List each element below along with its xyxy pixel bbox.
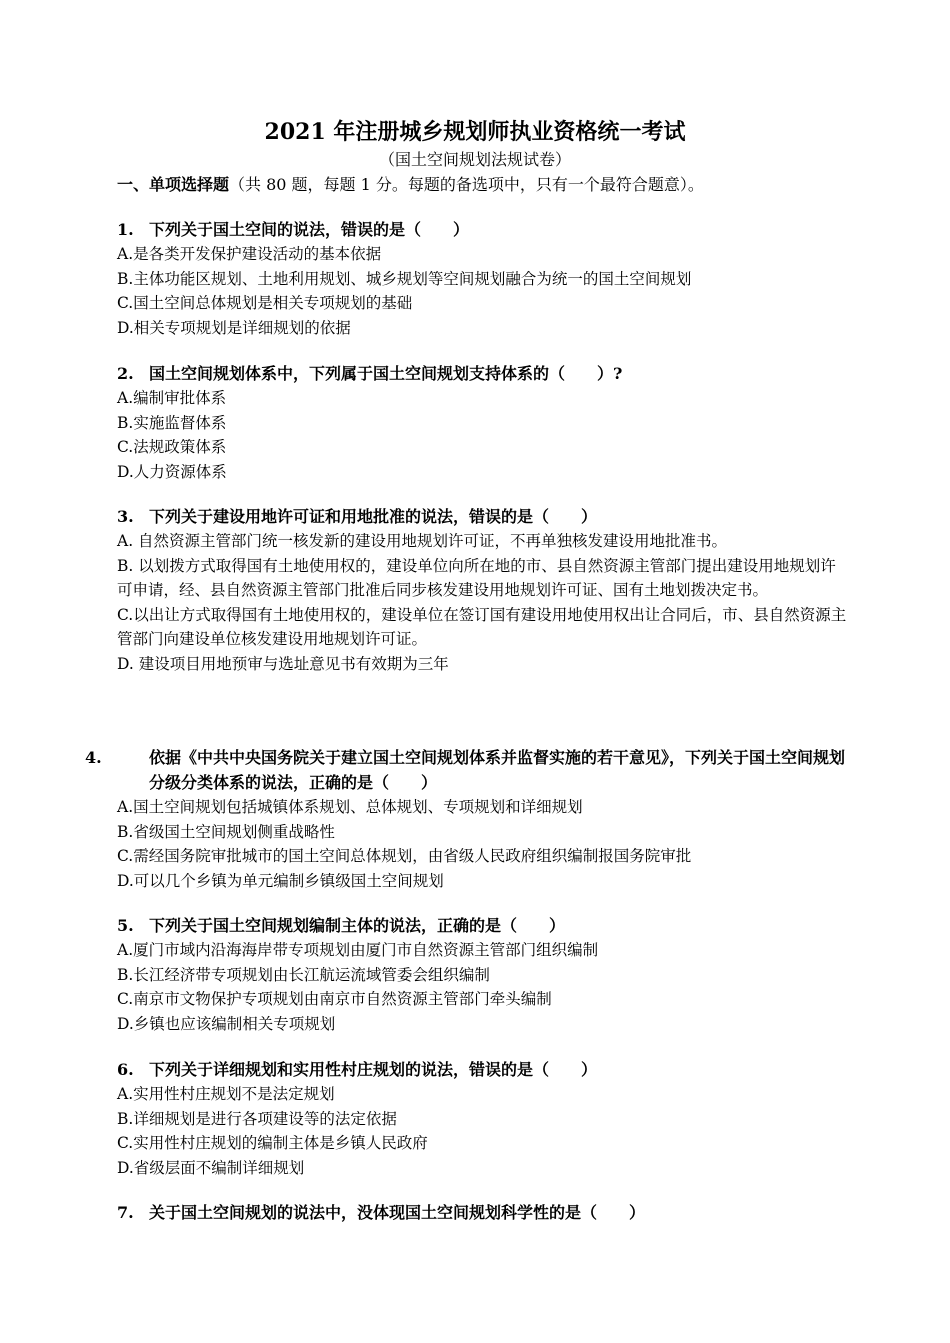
question-number: 7. [117, 1203, 134, 1222]
option-c: C.以出让方式取得国有土地使用权的，建设单位在签订国有建设用地使用权出让合同后，市、县自然资源主管部门向建设单位核发建设用地规划许可证。 [117, 605, 847, 649]
option-d: D.省级层面不编制详细规划 [117, 1158, 305, 1177]
question-3 [117, 504, 847, 677]
option-a: A.实用性村庄规划不是法定规划 [117, 1085, 335, 1103]
option-c: C.南京市文物保护专项规划由南京市自然资源主管部门牵头编制 [117, 990, 552, 1009]
option-c: C.法规政策体系 [117, 438, 227, 457]
section-label: 一、单项选择题 [117, 175, 230, 194]
option-a: A.厦门市域内沿海海岸带专项规划由厦门市自然资源主管部门组织编制 [117, 941, 599, 959]
option-c: C.国土空间总体规划是相关专项规划的基础 [117, 294, 413, 313]
question-text: 依据《中共中央国务院关于建立国土空间规划体系并监督实施的若干意见》，下列关于国土空间规划分级分类体系的说法，正确的是（ ） [149, 748, 846, 792]
option-a: A.国土空间规划包括城镇体系规划、总体规划、专项规划和详细规划 [117, 798, 583, 816]
option-a: A.是各类开发保护建设活动的基本依据 [117, 245, 382, 263]
question-stem [117, 913, 847, 938]
question-text: 下列关于国土空间的说法，错误的是（ ） [149, 220, 470, 239]
question-4 [85, 745, 847, 893]
option-d: D.可以几个乡镇为单元编制乡镇级国土空间规划 [117, 871, 444, 890]
question-text: 国土空间规划体系中，下列属于国土空间规划支持体系的（ ）? [149, 364, 623, 383]
exam-subtitle: （国土空间规划法规试卷） [378, 150, 571, 169]
option-c: C.实用性村庄规划的编制主体是乡镇人民政府 [117, 1134, 428, 1153]
question-number: 1. [117, 220, 134, 239]
question-text: 关于国土空间规划的说法中，没体现国土空间规划科学性的是（ ） [149, 1203, 646, 1222]
question-6 [117, 1057, 847, 1180]
question-stem [117, 1200, 847, 1225]
question-text: 下列关于建设用地许可证和用地批准的说法，错误的是（ ） [149, 507, 598, 526]
question-1 [117, 217, 847, 340]
option-c: C.需经国务院审批城市的国土空间总体规划，由省级人民政府组织编制报国务院审批 [117, 847, 692, 866]
section-heading [117, 173, 847, 197]
question-2 [117, 361, 847, 484]
question-7 [117, 1200, 847, 1225]
question-number: 5. [117, 916, 134, 935]
option-b: B.省级国土空间规划侧重战略性 [117, 822, 335, 841]
question-stem [117, 1057, 847, 1082]
option-d: D.人力资源体系 [117, 462, 227, 481]
option-b: B.长江经济带专项规划由长江航运流域管委会组织编制 [117, 965, 490, 984]
section-note: （共 80 题，每题 1 分。每题的备选项中，只有一个最符合题意）。 [229, 175, 704, 194]
question-number: 2. [117, 364, 134, 383]
question-stem [117, 504, 847, 529]
question-text: 下列关于详细规划和实用性村庄规划的说法，错误的是（ ） [149, 1060, 598, 1079]
option-d: D.乡镇也应该编制相关专项规划 [117, 1014, 336, 1033]
question-stem [85, 745, 847, 795]
question-stem [117, 217, 847, 242]
question-number: 3. [117, 507, 134, 526]
question-number: 6. [117, 1060, 134, 1079]
option-b: B.主体功能区规划、土地利用规划、城乡规划等空间规划融合为统一的国土空间规划 [117, 269, 692, 288]
option-d: D. 建设项目用地预审与选址意见书有效期为三年 [117, 654, 449, 673]
exam-title: 2021 年注册城乡规划师执业资格统一考试 [264, 119, 686, 145]
option-a: A.编制审批体系 [117, 389, 227, 407]
option-b: B. 以划拨方式取得国有土地使用权的，建设单位向所在地的市、县自然资源主管部门提出建设用地规划许可申请，经、县自然资源主管部门批准后同步核发建设用地规划许可证、国有土地划拨决定书。 [117, 556, 836, 600]
question-5 [117, 913, 847, 1036]
option-b: B.实施监督体系 [117, 413, 227, 432]
option-d: D.相关专项规划是详细规划的依据 [117, 318, 351, 337]
option-a: A. 自然资源主管部门统一核发新的建设用地规划许可证，不再单独核发建设用地批准书。 [117, 532, 728, 550]
question-text: 下列关于国土空间规划编制主体的说法，正确的是（ ） [149, 916, 566, 935]
question-number: 4. [85, 748, 102, 767]
question-stem [117, 361, 847, 386]
option-b: B.详细规划是进行各项建设等的法定依据 [117, 1109, 397, 1128]
